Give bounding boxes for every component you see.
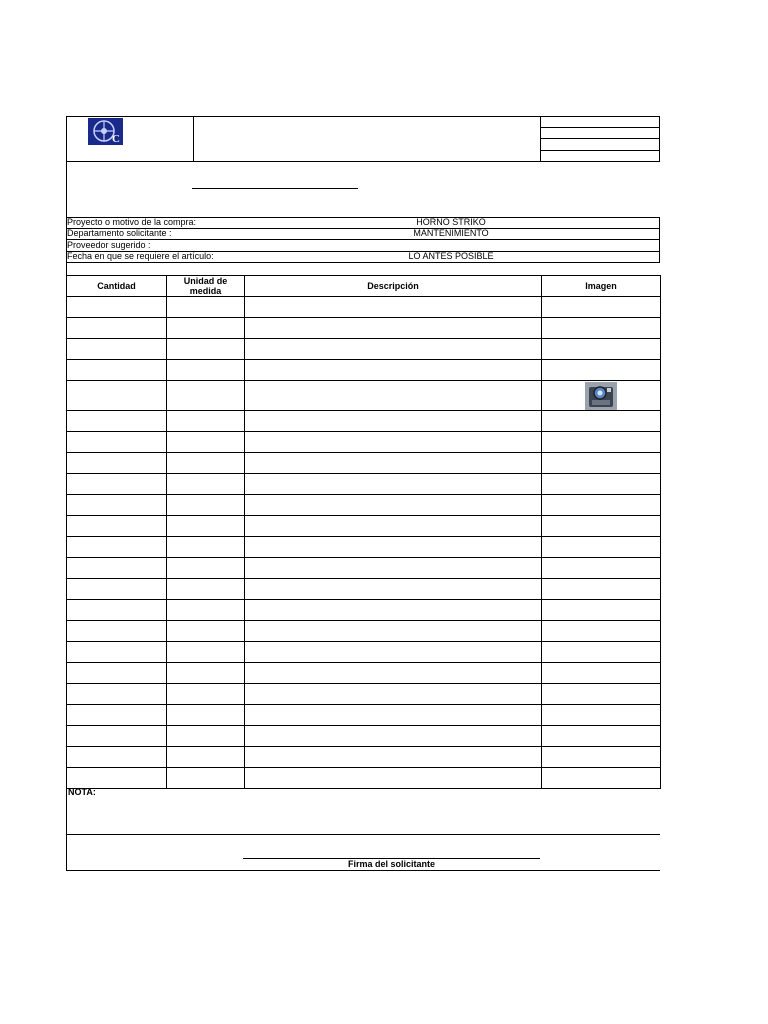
description-cell[interactable] bbox=[245, 621, 542, 642]
unit-cell[interactable] bbox=[167, 432, 245, 453]
quantity-cell[interactable] bbox=[67, 297, 167, 318]
image-cell bbox=[542, 474, 661, 495]
header-meta-line-2 bbox=[540, 138, 660, 139]
description-cell[interactable] bbox=[245, 684, 542, 705]
unit-cell[interactable] bbox=[167, 381, 245, 411]
description-cell[interactable] bbox=[245, 642, 542, 663]
header-meta-line-1 bbox=[540, 127, 660, 128]
unit-cell[interactable] bbox=[167, 453, 245, 474]
description-cell[interactable] bbox=[245, 360, 542, 381]
description-cell[interactable] bbox=[245, 579, 542, 600]
image-cell bbox=[542, 453, 661, 474]
quantity-cell[interactable] bbox=[67, 684, 167, 705]
quantity-cell[interactable] bbox=[67, 705, 167, 726]
image-cell bbox=[542, 642, 661, 663]
info-row-4 bbox=[66, 252, 660, 263]
image-cell bbox=[542, 600, 661, 621]
header-meta-line-3 bbox=[540, 150, 660, 151]
description-cell[interactable] bbox=[245, 726, 542, 747]
column-header: Descripción bbox=[245, 276, 542, 297]
image-cell bbox=[542, 726, 661, 747]
info-row-2 bbox=[66, 229, 660, 240]
unit-cell[interactable] bbox=[167, 495, 245, 516]
product-photo-icon bbox=[585, 382, 617, 410]
page-left-border bbox=[66, 263, 67, 275]
quantity-cell[interactable] bbox=[67, 600, 167, 621]
unit-cell[interactable] bbox=[167, 684, 245, 705]
quantity-cell[interactable] bbox=[67, 360, 167, 381]
table-row bbox=[67, 381, 661, 411]
quantity-cell[interactable] bbox=[67, 453, 167, 474]
unit-cell[interactable] bbox=[167, 663, 245, 684]
description-cell[interactable] bbox=[245, 600, 542, 621]
table-row bbox=[67, 747, 661, 768]
company-logo-icon bbox=[88, 118, 123, 145]
nota-label: NOTA: bbox=[68, 787, 96, 797]
info-label: Fecha en que se requiere el artículo: bbox=[67, 251, 214, 261]
table-row bbox=[67, 339, 661, 360]
image-cell bbox=[542, 432, 661, 453]
description-cell[interactable] bbox=[245, 705, 542, 726]
info-value: MANTENIMIENTO bbox=[413, 228, 489, 238]
table-row bbox=[67, 297, 661, 318]
unit-cell[interactable] bbox=[167, 339, 245, 360]
table-header-row bbox=[67, 276, 661, 297]
unit-cell[interactable] bbox=[167, 621, 245, 642]
image-cell bbox=[542, 495, 661, 516]
quantity-cell[interactable] bbox=[67, 558, 167, 579]
table-row bbox=[67, 495, 661, 516]
date-underline bbox=[192, 188, 358, 189]
quantity-cell[interactable] bbox=[67, 579, 167, 600]
unit-cell[interactable] bbox=[167, 579, 245, 600]
unit-cell[interactable] bbox=[167, 558, 245, 579]
table-row bbox=[67, 411, 661, 432]
table-row bbox=[67, 360, 661, 381]
description-cell[interactable] bbox=[245, 339, 542, 360]
page-left-border bbox=[66, 162, 67, 217]
image-cell bbox=[542, 579, 661, 600]
image-cell bbox=[542, 411, 661, 432]
unit-cell[interactable] bbox=[167, 360, 245, 381]
table-row bbox=[67, 474, 661, 495]
unit-cell[interactable] bbox=[167, 516, 245, 537]
description-cell[interactable] bbox=[245, 495, 542, 516]
quantity-cell[interactable] bbox=[67, 621, 167, 642]
table-row bbox=[67, 621, 661, 642]
logo-cell bbox=[66, 116, 194, 162]
table-row bbox=[67, 453, 661, 474]
table-row bbox=[67, 642, 661, 663]
unit-cell[interactable] bbox=[167, 600, 245, 621]
image-cell bbox=[542, 537, 661, 558]
unit-cell[interactable] bbox=[167, 537, 245, 558]
description-cell[interactable] bbox=[245, 537, 542, 558]
image-cell bbox=[542, 360, 661, 381]
image-cell bbox=[542, 516, 661, 537]
quantity-cell[interactable] bbox=[67, 747, 167, 768]
description-cell[interactable] bbox=[245, 453, 542, 474]
unit-cell[interactable] bbox=[167, 297, 245, 318]
image-cell bbox=[542, 381, 661, 411]
image-cell bbox=[542, 621, 661, 642]
image-cell bbox=[542, 297, 661, 318]
description-cell[interactable] bbox=[245, 516, 542, 537]
quantity-cell[interactable] bbox=[67, 381, 167, 411]
image-cell bbox=[542, 663, 661, 684]
quantity-cell[interactable] bbox=[67, 318, 167, 339]
description-cell[interactable] bbox=[245, 381, 542, 411]
quantity-cell[interactable] bbox=[67, 411, 167, 432]
header-title-cell bbox=[540, 116, 660, 162]
table-row bbox=[67, 318, 661, 339]
table-row bbox=[67, 705, 661, 726]
image-cell bbox=[542, 318, 661, 339]
table-row bbox=[67, 684, 661, 705]
table-row bbox=[67, 537, 661, 558]
unit-cell[interactable] bbox=[167, 726, 245, 747]
quantity-cell[interactable] bbox=[67, 339, 167, 360]
column-header: Cantidad bbox=[67, 276, 167, 297]
unit-cell[interactable] bbox=[167, 642, 245, 663]
description-cell[interactable] bbox=[245, 411, 542, 432]
quantity-cell[interactable] bbox=[67, 642, 167, 663]
image-cell bbox=[542, 705, 661, 726]
info-label: Proveedor sugerido : bbox=[67, 240, 151, 250]
description-cell[interactable] bbox=[245, 318, 542, 339]
svg-text:C: C bbox=[112, 133, 120, 145]
table-row bbox=[67, 432, 661, 453]
quantity-cell[interactable] bbox=[67, 495, 167, 516]
unit-cell[interactable] bbox=[167, 705, 245, 726]
image-cell bbox=[542, 339, 661, 360]
info-label: Proyecto o motivo de la compra: bbox=[67, 217, 197, 227]
unit-cell[interactable] bbox=[167, 747, 245, 768]
items-table bbox=[66, 275, 661, 789]
description-cell[interactable] bbox=[245, 432, 542, 453]
description-cell[interactable] bbox=[245, 747, 542, 768]
image-cell bbox=[542, 684, 661, 705]
nota-box bbox=[66, 785, 660, 835]
image-cell bbox=[542, 558, 661, 579]
info-value: HORNO STRIKO bbox=[416, 217, 486, 227]
info-value: LO ANTES POSIBLE bbox=[408, 251, 494, 261]
description-cell[interactable] bbox=[245, 663, 542, 684]
description-cell[interactable] bbox=[245, 297, 542, 318]
quantity-cell[interactable] bbox=[67, 474, 167, 495]
unit-cell[interactable] bbox=[167, 411, 245, 432]
quantity-cell[interactable] bbox=[67, 516, 167, 537]
table-row bbox=[67, 600, 661, 621]
table-row bbox=[67, 516, 661, 537]
quantity-cell[interactable] bbox=[67, 663, 167, 684]
column-header: Unidad de medida bbox=[167, 276, 245, 297]
table-row bbox=[67, 579, 661, 600]
table-row bbox=[67, 663, 661, 684]
description-cell[interactable] bbox=[245, 558, 542, 579]
table-row bbox=[67, 726, 661, 747]
column-header: Imagen bbox=[542, 276, 661, 297]
unit-cell[interactable] bbox=[167, 318, 245, 339]
signature-label: Firma del solicitante bbox=[347, 859, 436, 869]
quantity-cell[interactable] bbox=[67, 537, 167, 558]
description-cell[interactable] bbox=[245, 474, 542, 495]
info-label: Departamento solicitante : bbox=[67, 228, 172, 238]
unit-cell[interactable] bbox=[167, 474, 245, 495]
quantity-cell[interactable] bbox=[67, 432, 167, 453]
image-cell bbox=[542, 747, 661, 768]
quantity-cell[interactable] bbox=[67, 726, 167, 747]
table-row bbox=[67, 558, 661, 579]
